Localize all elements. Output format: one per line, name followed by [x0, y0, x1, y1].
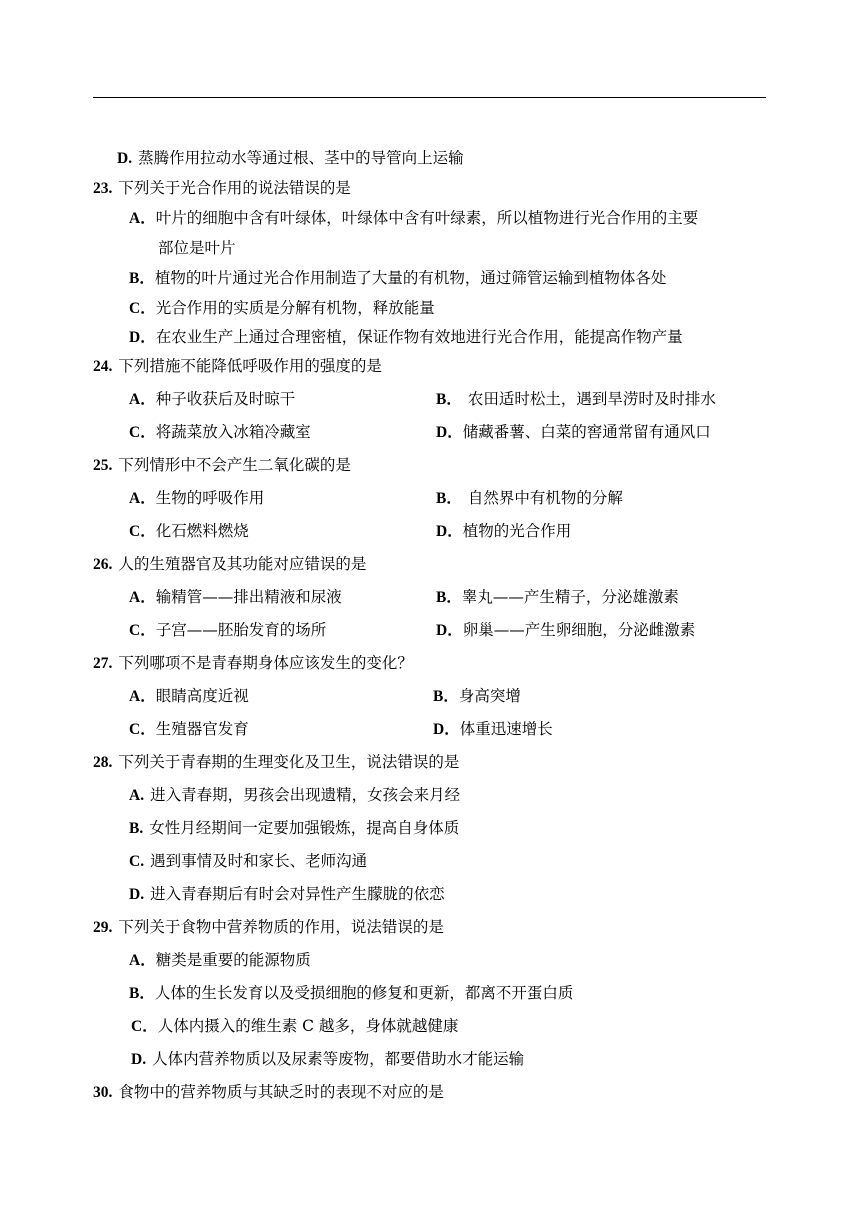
- question-stem: 下列哪项不是青春期身体应该发生的变化？: [118, 654, 413, 672]
- option-text: 进入青春期后有时会对异性产生朦胧的依恋: [150, 885, 445, 903]
- option-26-d: [436, 620, 695, 641]
- question-number: 29.: [93, 919, 113, 936]
- option-label: B．: [129, 985, 155, 1002]
- option-29-c: [131, 1016, 458, 1037]
- option-28-a: [129, 785, 460, 806]
- option-24-b: [436, 389, 716, 410]
- option-28-b: [129, 818, 459, 839]
- option-label: A．: [129, 210, 156, 227]
- option-label: C.: [129, 853, 145, 870]
- question-number: 27.: [93, 655, 113, 672]
- option-text: 身高突增: [458, 687, 521, 705]
- option-27-b: [433, 686, 521, 707]
- option-28-c: [129, 851, 367, 872]
- option-25-a: [129, 488, 264, 509]
- question-25: [93, 455, 351, 476]
- option-label: B．: [436, 391, 462, 408]
- question-26: [93, 554, 366, 575]
- option-text: 卵巢——产生卵细胞，分泌雌激素: [462, 621, 696, 639]
- question-28: [93, 752, 459, 773]
- option-label: D．: [436, 424, 463, 441]
- option-24-d: [436, 422, 711, 443]
- question-stem: 食物中的营养物质与其缺乏时的表现不对应的是: [118, 1083, 444, 1101]
- option-label: C．: [131, 1018, 158, 1035]
- option-text: 人体的生长发育以及受损细胞的修复和更新，都离不开蛋白质: [154, 984, 574, 1002]
- option-25-b: [436, 488, 623, 509]
- option-text: 眼睛高度近视: [155, 687, 249, 705]
- option-label: B．: [436, 490, 462, 507]
- question-number: 28.: [93, 754, 113, 771]
- header-rule: [93, 97, 766, 98]
- option-label: D．: [433, 721, 460, 738]
- option-26-b: [436, 587, 679, 608]
- question-27: [93, 653, 413, 674]
- option-label: B．: [129, 270, 155, 287]
- question-29: [93, 917, 444, 938]
- option-23-a-continued: [158, 238, 236, 258]
- question-stem: 下列关于光合作用的说法错误的是: [118, 179, 351, 197]
- option-23-c: [129, 298, 435, 319]
- question-number: 26.: [93, 556, 113, 573]
- question-30: [93, 1082, 444, 1103]
- option-text: 体重迅速增长: [459, 720, 553, 738]
- option-label: C．: [129, 424, 156, 441]
- option-label: A．: [129, 688, 156, 705]
- option-text: 农田适时松土，遇到旱涝时及时排水: [467, 390, 716, 408]
- option-label: D.: [129, 886, 145, 903]
- option-27-d: [433, 719, 553, 740]
- option-label: C．: [129, 721, 156, 738]
- option-text: 遇到事情及时和家长、老师沟通: [150, 852, 368, 870]
- option-label: A.: [129, 787, 145, 804]
- option-29-b: [129, 983, 573, 1004]
- option-label: A．: [129, 952, 156, 969]
- option-text: 蒸腾作用拉动水等通过根、茎中的导管向上运输: [138, 149, 464, 167]
- option-text: 输精管——排出精液和尿液: [155, 588, 342, 606]
- option-29-d: [131, 1049, 524, 1070]
- option-label: A．: [129, 391, 156, 408]
- question-number: 23.: [93, 180, 113, 197]
- option-text: 部位是叶片: [158, 239, 236, 257]
- question-stem: 下列措施不能降低呼吸作用的强度的是: [118, 357, 382, 375]
- option-text: 进入青春期，男孩会出现遗精，女孩会来月经: [150, 786, 461, 804]
- option-label: D.: [131, 1051, 147, 1068]
- option-text: 在农业生产上通过合理密植，保证作物有效地进行光合作用，能提高作物产量: [155, 328, 683, 346]
- option-label: C．: [129, 300, 156, 317]
- question-24: [93, 356, 382, 377]
- option-25-c: [129, 521, 249, 542]
- option-text: 糖类是重要的能源物质: [155, 951, 311, 969]
- option-28-d: [129, 884, 445, 905]
- option-text: 植物的光合作用: [462, 522, 572, 540]
- option-23-b: [129, 268, 666, 289]
- option-label: B．: [433, 688, 459, 705]
- option-26-a: [129, 587, 342, 608]
- option-23-a: [129, 208, 698, 229]
- option-26-c: [129, 620, 326, 641]
- option-24-a: [129, 389, 295, 410]
- option-27-a: [129, 686, 249, 707]
- question-stem: 下列情形中不会产生二氧化碳的是: [118, 456, 351, 474]
- option-label: C．: [129, 622, 156, 639]
- option-text: 生殖器官发育: [155, 720, 249, 738]
- question-number: 25.: [93, 457, 113, 474]
- option-text: 植物的叶片通过光合作用制造了大量的有机物，通过筛管运输到植物体各处: [154, 269, 667, 287]
- option-text: 人体内摄入的维生素 C 越多，身体就越健康: [157, 1017, 459, 1035]
- option-text: 生物的呼吸作用: [155, 489, 265, 507]
- option-label: A．: [129, 490, 156, 507]
- question-23: [93, 178, 351, 199]
- option-label: C．: [129, 523, 156, 540]
- option-label: D．: [436, 523, 463, 540]
- option-label: A．: [129, 589, 156, 606]
- option-text: 种子收获后及时晾干: [155, 390, 296, 408]
- option-text: 储藏番薯、白菜的窖通常留有通风口: [462, 423, 711, 441]
- option-text: 将蔬菜放入冰箱冷藏室: [155, 423, 311, 441]
- option-label: D．: [436, 622, 463, 639]
- option-text: 人体内营养物质以及尿素等废物，都要借助水才能运输: [152, 1050, 525, 1068]
- option-label: B.: [129, 820, 144, 837]
- option-25-d: [436, 521, 571, 542]
- option-label: D.: [117, 150, 133, 167]
- option-text: 光合作用的实质是分解有机物，释放能量: [155, 299, 435, 317]
- option-23-d: [129, 327, 683, 348]
- question-stem: 下列关于食物中营养物质的作用，说法错误的是: [118, 918, 444, 936]
- option-text: 化石燃料燃烧: [155, 522, 249, 540]
- option-text: 子宫——胚胎发育的场所: [155, 621, 327, 639]
- option-22-d: [117, 148, 464, 169]
- option-text: 睾丸——产生精子，分泌雄激素: [461, 588, 679, 606]
- option-24-c: [129, 422, 311, 443]
- option-text: 女性月经期间一定要加强锻炼，提高自身体质: [149, 819, 460, 837]
- option-label: B．: [436, 589, 462, 606]
- question-stem: 人的生殖器官及其功能对应错误的是: [118, 555, 367, 573]
- option-text: 叶片的细胞中含有叶绿体，叶绿体中含有叶绿素，所以植物进行光合作用的主要: [155, 209, 699, 227]
- question-number: 24.: [93, 358, 113, 375]
- option-27-c: [129, 719, 249, 740]
- option-label: D．: [129, 329, 156, 346]
- question-number: 30.: [93, 1084, 113, 1101]
- option-29-a: [129, 950, 311, 971]
- option-text: 自然界中有机物的分解: [467, 489, 623, 507]
- question-stem: 下列关于青春期的生理变化及卫生，说法错误的是: [118, 753, 460, 771]
